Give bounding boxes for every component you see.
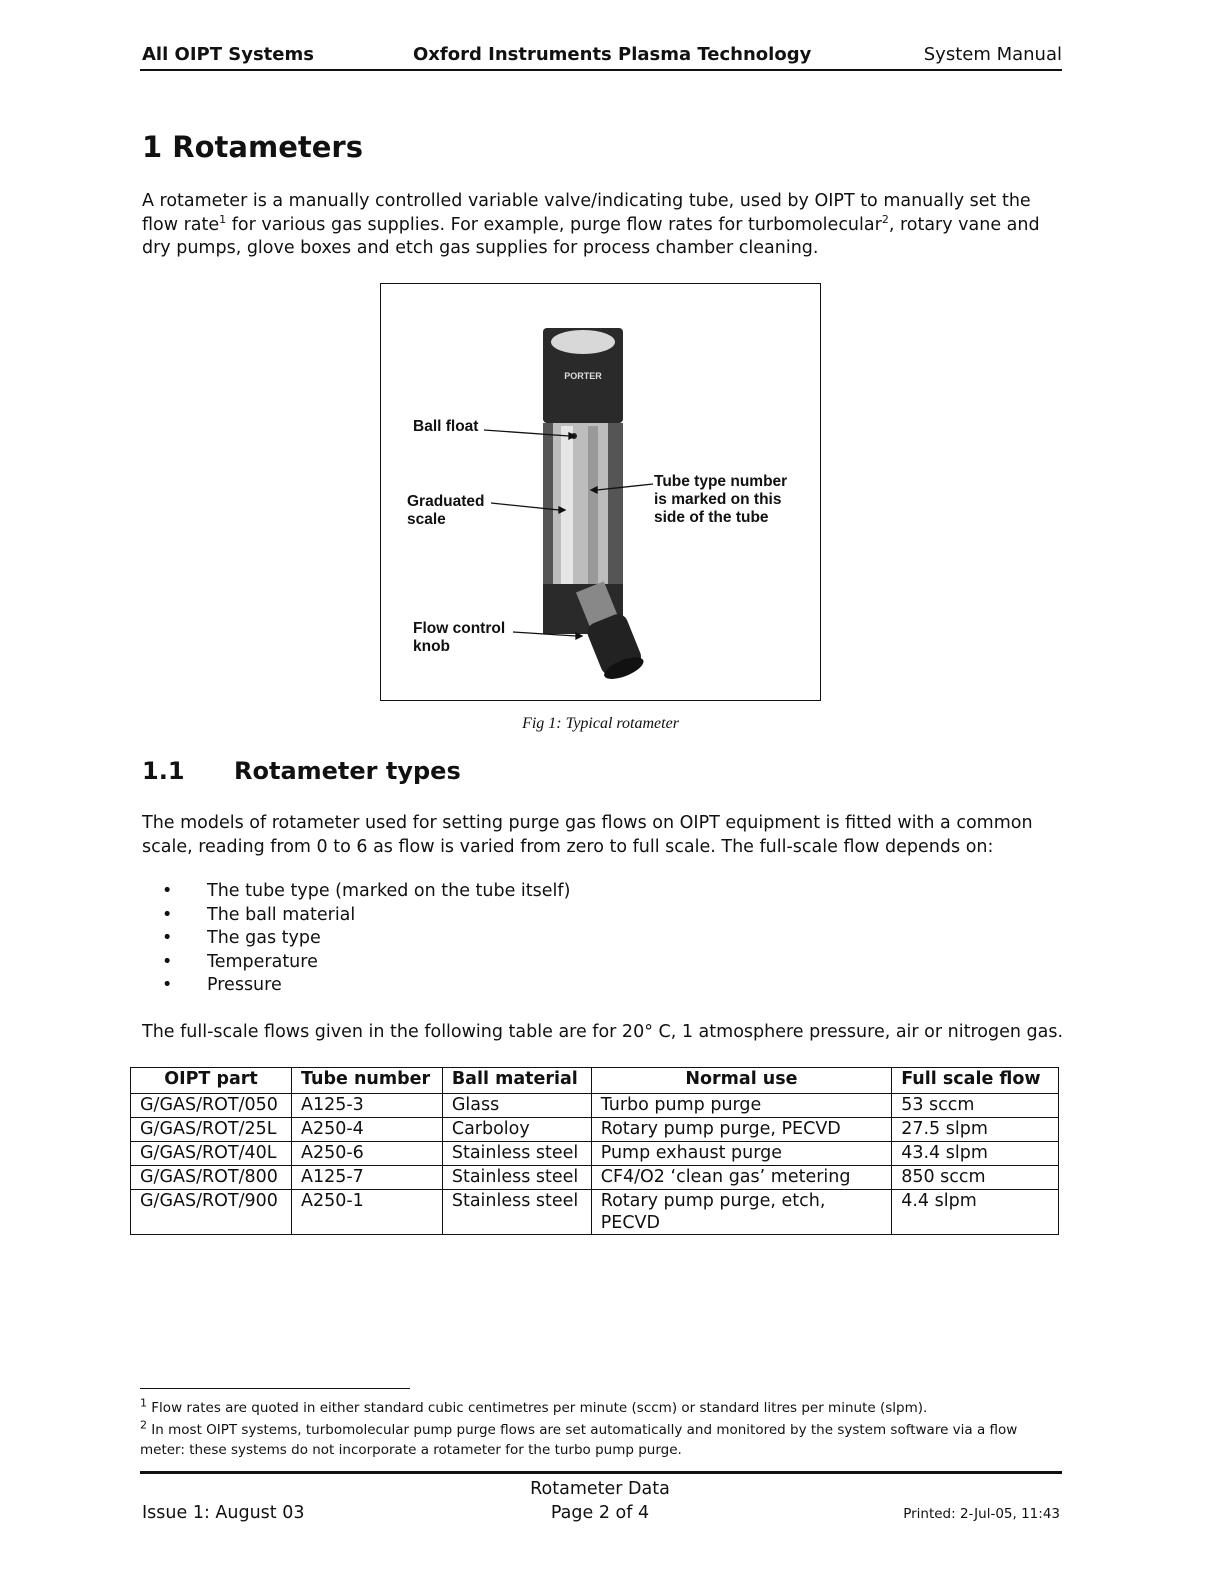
figure-caption: Fig 1: Typical rotameter — [522, 715, 679, 732]
list-item: • Temperature — [142, 951, 570, 975]
table-cell: A250-1 — [291, 1190, 442, 1235]
table-intro: The full-scale flows given in the following table are for 20° C, 1 atmosphere pressure, air or nitrogen gas. — [142, 1022, 1064, 1042]
header-right: System Manual — [923, 44, 1062, 65]
table-header-row — [131, 1068, 1059, 1094]
header-center: Oxford Instruments Plasma Technology — [413, 44, 812, 65]
table-cell: Stainless steel — [442, 1166, 591, 1190]
col-header: OIPT part — [131, 1068, 292, 1094]
table-row — [131, 1094, 1059, 1118]
list-item: • Pressure — [142, 974, 570, 998]
subsection-title: 1.1 Rotameter types — [142, 757, 461, 785]
label-graduated-scale: Graduated scale — [407, 493, 485, 528]
table-cell: 53 sccm — [892, 1094, 1059, 1118]
table-cell: A125-3 — [291, 1094, 442, 1118]
label-flow-control-knob: Flow control knob — [413, 620, 506, 655]
section-title: 1 Rotameters — [142, 130, 363, 164]
col-header: Normal use — [591, 1068, 892, 1094]
footer-printed: Printed: 2-Jul-05, 11:43 — [903, 1506, 1060, 1522]
table-cell: G/GAS/ROT/25L — [131, 1118, 292, 1142]
table-cell: CF4/O2 ‘clean gas’ metering — [591, 1166, 892, 1190]
col-header: Tube number — [291, 1068, 442, 1094]
footnote-2: $^2$ In most OIPT systems, turbomolecular pump purge flows are set automatically and monitored by the system software via a flow meter: these systems do not incorporate a rotameter for the turbo pump purge. — [140, 1418, 1018, 1458]
header-rule — [140, 69, 1062, 71]
table-row — [131, 1190, 1059, 1235]
table-cell: Stainless steel — [442, 1190, 591, 1235]
table-cell: A250-4 — [291, 1118, 442, 1142]
table-cell: G/GAS/ROT/050 — [131, 1094, 292, 1118]
intro-paragraph: A rotameter is a manually controlled variable valve/indicating tube, used by OIPT to manually set the flow rate$^1$ for various gas supplies. For example, purge flow rates for turbomolecular$^2$, rotary vane and dry pumps, glove boxes and etch gas supplies for process chamber cleaning. — [142, 191, 1040, 258]
footnote-1: $^1$ Flow rates are quoted in either standard cubic centimetres per minute (sccm) or standard litres per minute (slpm). — [140, 1396, 928, 1416]
footer-rule — [140, 1471, 1062, 1474]
footer-issue: Issue 1: August 03 — [142, 1503, 305, 1523]
footnote-ref[interactable]: 1 — [219, 212, 227, 226]
label-ball-float: Ball float — [413, 418, 479, 435]
list-item: • The gas type — [142, 927, 570, 951]
brand-logo: PORTER — [564, 371, 602, 381]
figure-rotameter — [380, 283, 821, 701]
table-cell: 43.4 slpm — [892, 1142, 1059, 1166]
table-cell: Rotary pump purge, PECVD — [591, 1118, 892, 1142]
table-cell: G/GAS/ROT/900 — [131, 1190, 292, 1235]
table-cell: G/GAS/ROT/800 — [131, 1166, 292, 1190]
list-item: • The tube type (marked on the tube itself) — [142, 880, 570, 904]
table-row — [131, 1142, 1059, 1166]
table-cell: Stainless steel — [442, 1142, 591, 1166]
table-cell: A125-7 — [291, 1166, 442, 1190]
footer-page: Page 2 of 4 — [550, 1503, 650, 1523]
rotameter-table — [130, 1067, 1059, 1235]
table-cell: A250-6 — [291, 1142, 442, 1166]
col-header: Full scale flow — [892, 1068, 1059, 1094]
table-cell: 850 sccm — [892, 1166, 1059, 1190]
table-cell: Pump exhaust purge — [591, 1142, 892, 1166]
table-row — [131, 1166, 1059, 1190]
header-left: All OIPT Systems — [142, 44, 314, 65]
col-header: Ball material — [442, 1068, 591, 1094]
table-row — [131, 1118, 1059, 1142]
list-item: • The ball material — [142, 904, 570, 928]
footnote-rule — [140, 1388, 410, 1389]
footer-title: Rotameter Data — [530, 1479, 670, 1499]
table-cell: Rotary pump purge, etch, PECVD — [591, 1190, 892, 1235]
types-intro: The models of rotameter used for setting purge gas flows on OIPT equipment is fitted with a common scale, reading from 0 to 6 as flow is varied from zero to full scale. The full-scale flow depends on: — [142, 813, 1033, 857]
footnote-ref[interactable]: 2 — [881, 212, 889, 226]
table-cell: Carboloy — [442, 1118, 591, 1142]
factors-list — [142, 880, 570, 998]
table-cell: 4.4 slpm — [892, 1190, 1059, 1235]
table-cell: G/GAS/ROT/40L — [131, 1142, 292, 1166]
table-cell: Glass — [442, 1094, 591, 1118]
label-tube-type: Tube type number is marked on this side of the tube — [654, 473, 788, 526]
table-cell: Turbo pump purge — [591, 1094, 892, 1118]
table-cell: 27.5 slpm — [892, 1118, 1059, 1142]
